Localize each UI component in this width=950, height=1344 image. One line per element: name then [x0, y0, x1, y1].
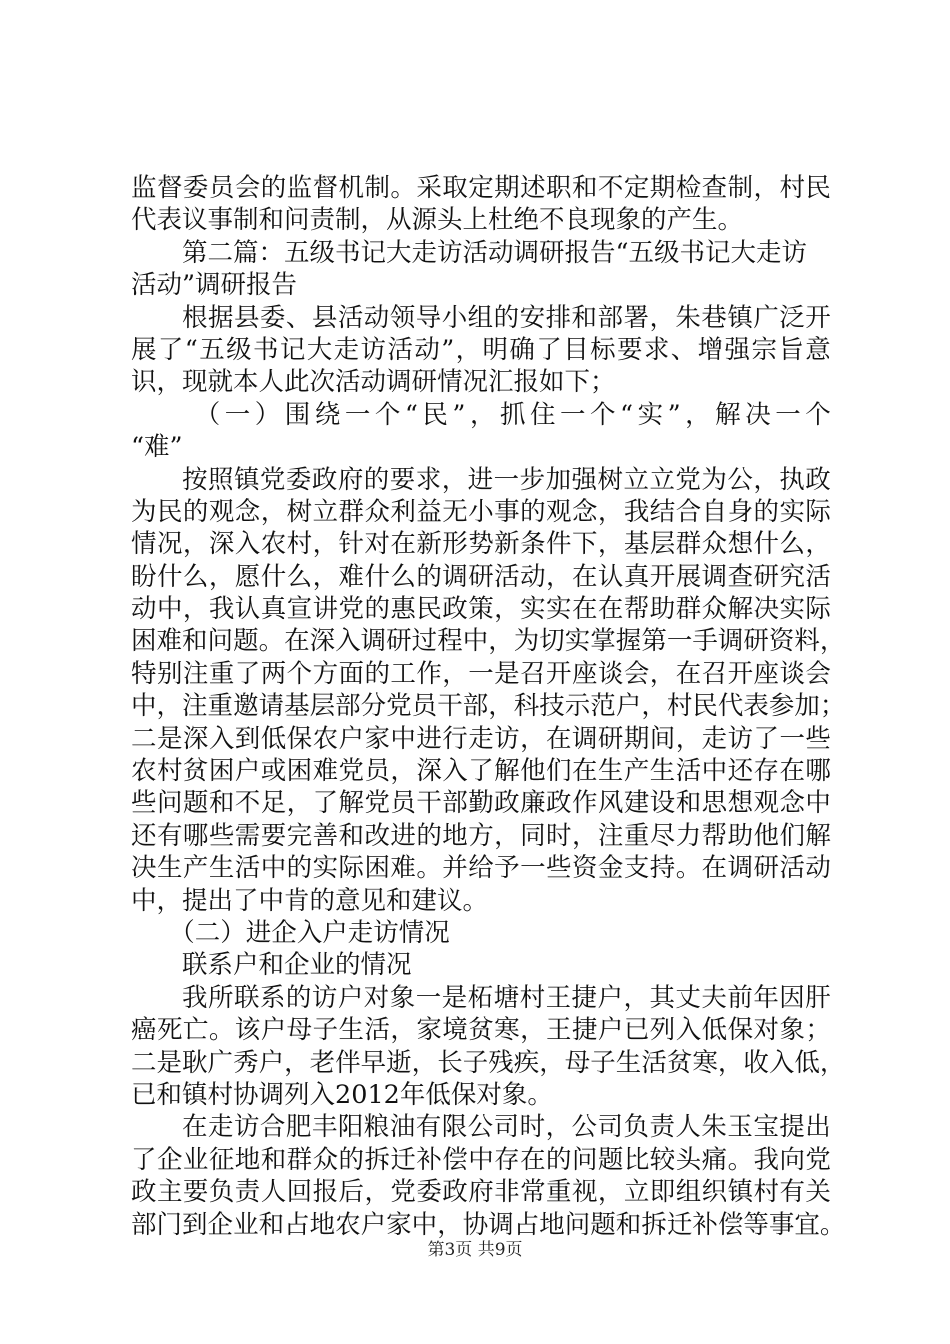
text-line: 代表议事制和问责制，从源头上杜绝不良现象的产生。 — [131, 205, 744, 236]
text-line: 按 照 镇 党 委 政 府 的 要 求 ， 进 一 步 加 强 树 立 立 党 为 公 ， 执 政 — [131, 464, 831, 495]
text-line: 活动”调研报告 — [131, 270, 298, 301]
text-line: 在 走 访 合 肥 丰 阳 粮 油 有 限 公 司 时 ， 公 司 负 责 人 朱 玉 宝 提 出 — [131, 1112, 831, 1143]
text-line: 为 民 的 观 念 ， 树 立 群 众 利 益 无 小 事 的 观 念 ， 我 结 合 自 身 的 实 际 — [131, 496, 831, 527]
text-line: 部 门 到 企 业 和 占 地 农 户 家 中 ， 协 调 占 地 问 题 和 拆 迁 补 偿 等 事 宜 。 — [131, 1209, 846, 1240]
document-body — [131, 172, 846, 1241]
text-line: 农 村 贫 困 户 或 困 难 党 员 ， 深 入 了 解 他 们 在 生 产 生 活 中 还 存 在 哪 — [131, 756, 831, 787]
text-line: 展 了 “ 五 级 书 记 大 走 访 活 动 ” ， 明 确 了 目 标 要 求 、 增 强 宗 旨 意 — [131, 334, 831, 365]
text-line: 二 是 深 入 到 低 保 农 户 家 中 进 行 走 访 ， 在 调 研 期 间 ， 走 访 了 一 些 — [131, 723, 831, 754]
text-line: 第二篇：五级书记大走访活动调研报告“五级书记大走访 — [131, 237, 808, 268]
text-line: “难” — [131, 432, 183, 463]
text-line: 监 督 委 员 会 的 监 督 机 制 。 采 取 定 期 述 职 和 不 定 期 检 查 制 ， 村 民 — [131, 173, 831, 203]
text-line: 动 中 ， 我 认 真 宣 讲 党 的 惠 民 政 策 ， 实 实 在 在 帮 助 群 众 解 决 实 际 — [131, 594, 831, 625]
text-line: 还 有 哪 些 需 要 完 善 和 改 进 的 地 方 ， 同 时 ， 注 重 尽 力 帮 助 他 们 解 — [131, 820, 831, 851]
text-line: 根 据 县 委 、 县 活 动 领 导 小 组 的 安 排 和 部 署 ， 朱 巷 镇 广 泛 开 — [131, 302, 831, 333]
text-line: 政 主 要 负 责 人 回 报 后 ， 党 委 政 府 非 常 重 视 ， 立 即 组 织 镇 村 有 关 — [131, 1177, 831, 1208]
text-line: 联系户和企业的情况 — [131, 950, 412, 981]
text-line: 已和镇村协调列入2012年低保对象。 — [131, 1079, 553, 1110]
text-line: 特 别 注 重 了 两 个 方 面 的 工 作 ， 一 是 召 开 座 谈 会 ， 在 召 开 座 谈 会 — [131, 658, 831, 689]
text-line: 困 难 和 问 题 。 在 深 入 调 研 过 程 中 ， 为 切 实 掌 握 第 一 手 调 研 资 料 ， — [131, 626, 846, 657]
text-line: 些 问 题 和 不 足 ， 了 解 党 员 干 部 勤 政 廉 政 作 风 建 设 和 思 想 观 念 中 — [131, 788, 831, 819]
text-line: 二 是 耿 广 秀 户 ， 老 伴 早 逝 ， 长 子 残 疾 ， 母 子 生 活 贫 寒 ， 收 入 低 ， — [131, 1047, 846, 1078]
text-line: 中，提出了中肯的意见和建议。 — [131, 885, 489, 916]
text-line: 癌 死 亡 。 该 户 母 子 生 活 ， 家 境 贫 寒 ， 王 捷 户 已 列 入 低 保 对 象 ； — [131, 1015, 831, 1046]
text-line: 了 企 业 征 地 和 群 众 的 拆 迁 补 偿 中 存 在 的 问 题 比 较 头 痛 。 我 向 党 — [131, 1144, 831, 1175]
text-line: （二）进企入户走访情况 — [131, 917, 450, 948]
text-line: 盼 什 么 ， 愿 什 么 ， 难 什 么 的 调 研 活 动 ， 在 认 真 开 展 调 查 研 究 活 — [131, 561, 831, 592]
text-line: 决 生 产 生 活 中 的 实 际 困 难 。 并 给 予 一 些 资 金 支 持 。 在 调 研 活 动 — [131, 853, 831, 884]
text-line: 我 所 联 系 的 访 户 对 象 一 是 柘 塘 村 王 捷 户 ， 其 丈 夫 前 年 因 肝 — [131, 982, 831, 1013]
text-line: 中 ， 注 重 邀 请 基 层 部 分 党 员 干 部 ， 科 技 示 范 户 ， 村 民 代 表 参 加 ； — [131, 691, 846, 722]
page-footer: 第3页 共9页 — [427, 1240, 523, 1260]
text-line: （ 一 ） 围 绕 一 个 “ 民 ” ， 抓 住 一 个 “ 实 ” ， 解 决 一 个 — [131, 399, 831, 430]
text-line: 识，现就本人此次活动调研情况汇报如下； — [131, 367, 616, 398]
text-line: 情 况 ， 深 入 农 村 ， 针 对 在 新 形 势 新 条 件 下 ， 基 层 群 众 想 什 么 ， — [131, 529, 831, 560]
